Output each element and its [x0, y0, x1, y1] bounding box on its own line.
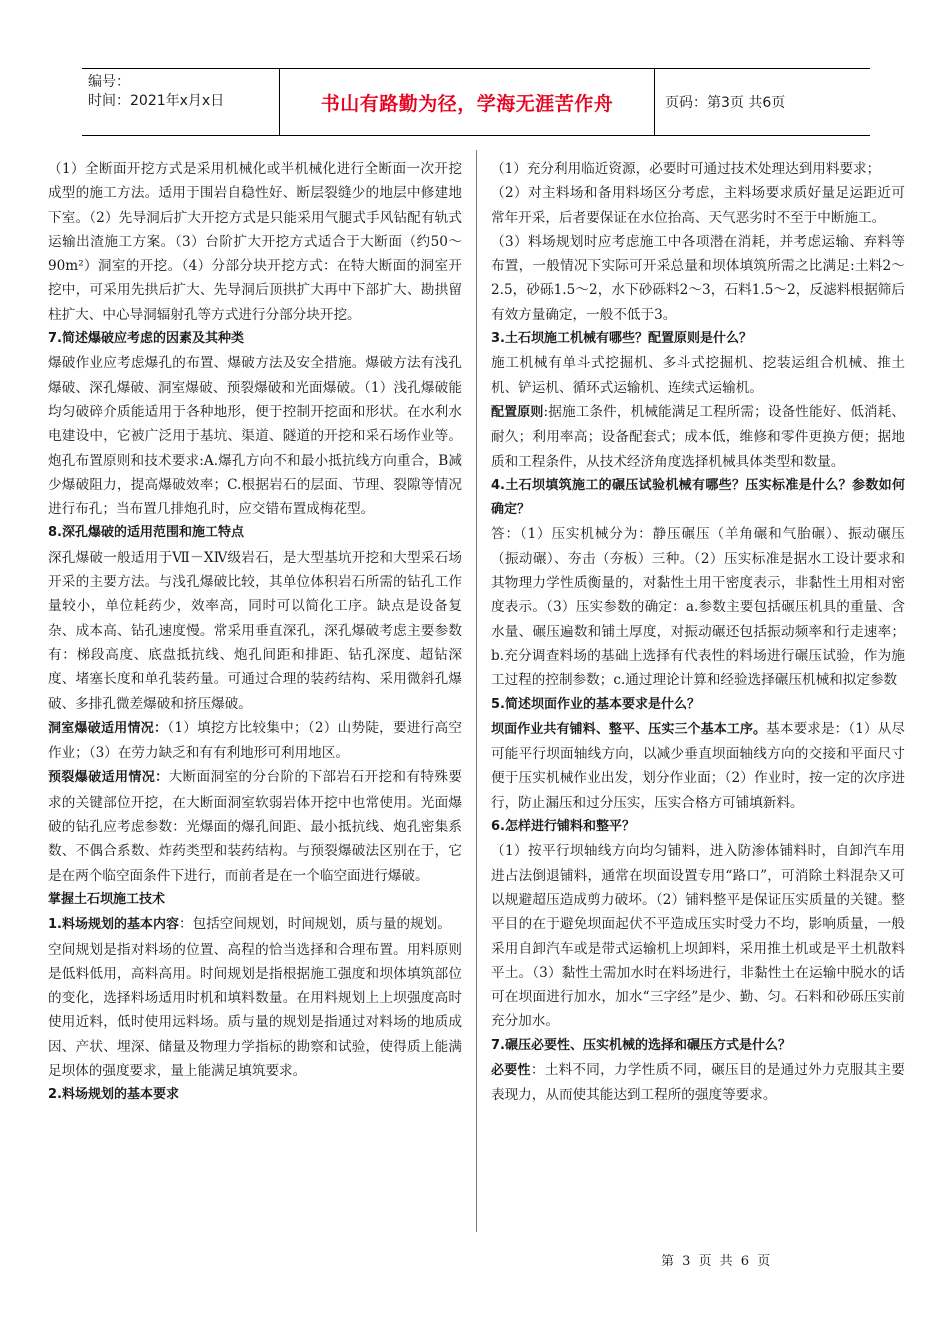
bold-lead: 1.料场规划的基本内容 — [48, 917, 179, 933]
paragraph-text: ：土料不同，力学性质不同，碾压目的是通过外力克服其主要表现力，从而使其能达到工程所的强度等要求。 — [491, 1061, 905, 1104]
section-heading: 4.土石坝填筑施工的碾压试验机械有哪些？压实标准是什么？参数如何确定？ — [491, 477, 905, 518]
paragraph-text: :据施工条件，机械能满足工程所需；设备性能好、低消耗、耐久；利用率高；设备配套式；成本低，维修和零件更换方便；据地质和工程条件，从技术经济角度选择机械具体类型和数量。 — [491, 403, 905, 470]
paragraph-text: （1）从尽可能平行坝面轴线方向，以减少垂直坝面轴线方向的交接和平面尺寸便于压实机械作业出发，划分作业面；（2）作业时，按一定的次序进行，防止漏压和过分压实，压实合格方可铺填新料。 — [491, 720, 905, 811]
paragraph: 空间规划是指对料场的位置、高程的恰当选择和合理布置。用料原则是低料低用，高料高用。时间规划是指根据施工强度和坝体填筑部位的变化，选择料场适用时机和填料数量。在用料规划上上坝强度高时使用近料，低时使用远料场。质与量的规划是指通过对料场的地质成因、产状、埋深、储量及物理力学指标的勘察和试验，使得质上能满足坝体的强度要求，量上能满足填筑要求。 — [48, 941, 462, 1079]
paragraph: （1）充分利用临近资源，必要时可通过技术处理达到用料要求； — [491, 161, 881, 177]
paragraph — [491, 1058, 905, 1108]
header-motto: 书山有路勤为径，学海无涯苦作舟 — [280, 69, 655, 135]
paragraph: 爆破作业应考虑爆孔的布置、爆破方法及安全措施。爆破方法有浅孔爆破、深孔爆破、洞室爆破、预裂爆破和光面爆破。（1）浅孔爆破能均匀破碎介质能适用于各种地形，便于控制开挖面和形状。在水利水电建设中，它被广泛用于基坑、渠道、隧道的开挖和采石场作业等。炮孔布置原则和技术要求:A.爆孔方向不和最小抵抗线方向重合，B减少爆破阻力，提高爆破效率；C.根据岩石的层面、节理、裂隙等情况进行布孔；当布置几排炮孔时，应交错布置成梅花型。 — [48, 355, 462, 518]
paragraph-text: 大断面洞室的分台阶的下部岩石开挖和有特殊要求的关键部位开挖，在大断面洞室软弱岩体开挖中也常使用。光面爆破的钻孔应考虑参数：光爆面的爆孔间距、最小抵抗线、炮孔密集系数、不偶合系数、炸药类型和装药结构。与预裂爆破法区别在于，它是在两个临空面条件下进行，而前者是在一个临空面进行爆破。 — [48, 769, 462, 884]
paragraph: （2）对主料场和备用料场区分考虑，主料场要求质好量足运距近可常年开采，后者要保证在水位抬高、天气恶劣时不至于中断施工。 — [491, 185, 905, 226]
page-footer: 第 3 页 共 6 页 — [661, 1254, 773, 1269]
header-page-info: 页码：第3页 共6页 — [665, 95, 786, 111]
paragraph-text: ：包括空间规划，时间规划，质与量的规划。 — [178, 916, 451, 933]
section-heading: 掌握土石坝施工技术 — [48, 891, 166, 907]
paragraph — [491, 400, 905, 474]
page-header — [82, 68, 870, 136]
section-heading: 2.料场规划的基本要求 — [48, 1087, 179, 1103]
paragraph — [491, 717, 905, 815]
right-column — [491, 157, 905, 1108]
paragraph-text: （1）填挖方比较集中；（2）山势陡，要进行高空作业；（3）在劳力缺乏和有有利地形可利用地区。 — [48, 719, 462, 762]
paragraph — [48, 912, 462, 937]
bold-lead: 洞室爆破适用情况： — [48, 720, 168, 736]
document-number-label: 编号： — [88, 74, 130, 90]
paragraph-text: 基本要求是： — [766, 720, 849, 737]
document-date: 时间：2021年x月x日 — [88, 93, 225, 109]
paragraph: （1）全断面开挖方式是采用机械化或半机械化进行全断面一次开挖成型的施工方法。适用于围岩自稳性好、断层裂缝少的地层中修建地下室。（2）先导洞后扩大开挖方式是只能采用气腿式手风钻配有轨式运输出渣施工方案。（3）台阶扩大开挖方式适合于大断面（约50～90m²）洞室的开挖。（4）分部分块开挖方式：在特大断面的洞室开挖中，可采用先拱后扩大、先导洞后顶拱扩大再中下部扩大、勘拱留柱扩大、中心导洞辐射孔等方式进行分部分块开挖。 — [48, 161, 462, 323]
bold-lead: 配置原则 — [491, 404, 544, 420]
section-heading: 5.简述坝面作业的基本要求是什么？ — [491, 696, 700, 712]
left-column — [48, 157, 462, 1108]
paragraph: 答：（1）压实机械分为：静压碾压（羊角碾和气胎碾）、振动碾压（振动碾）、夯击（夯板）三种。（2）压实标准是据水工设计要求和其物理力学性质衡量的，对黏性土用干密度表示，非黏性土用相对密度表示。（3）压实参数的确定：a.参数主要包括碾压机具的重量、含水量、碾压遍数和铺土厚度，对振动碾还包括振动频率和行走速率；b.充分调查料场的基础上选择有代表性的料场进行碾压试验，作为施工过程的控制参数；c.通过理论计算和经验选择碾压机械和拟定参数 — [491, 526, 905, 689]
paragraph: 施工机械有单斗式挖掘机、多斗式挖掘机、挖装运组合机械、推土机、铲运机、循环式运输机、连续式运输机。 — [491, 355, 905, 396]
paragraph: （1）按平行坝轴线方向均匀铺料，进入防渗体铺料时，自卸汽车用进占法倒退铺料，通常在坝面设置专用“路口”，可消除土料混杂又可以规避超压造成剪力破坏。（2）铺料整平是保证压实质量的关键。整平目的在于避免坝面起伏不平造成压实时受力不均，影响质量，一般采用自卸汽车或是带式运输机上坝卸料，采用推土机或是平土机散料平土。（3）黏性土需加水时在料场进行，非黏性土在运输中脱水的话可在坝面进行加水，加水“三字经”是少、勤、匀。石料和砂砾压实前充分加水。 — [491, 843, 905, 1030]
bold-lead: 坝面作业共有铺料、整平、压实三个基本工序。 — [491, 721, 767, 737]
bold-lead: 预裂爆破适用情况： — [48, 770, 169, 786]
header-meta — [82, 69, 280, 135]
section-heading: 8.深孔爆破的适用范围和施工特点 — [48, 525, 244, 541]
section-heading: 3.土石坝施工机械有哪些？配置原则是什么？ — [491, 331, 752, 347]
paragraph — [48, 716, 462, 766]
section-heading: 7.碾压必要性、压实机械的选择和碾压方式是什么？ — [491, 1037, 791, 1053]
paragraph: （3）料场规划时应考虑施工中各项潜在消耗，并考虑运输、弃料等布置，一般情况下实际可开采总量和坝体填筑所需之比满足:土料2～2.5，砂砾1.5～2，水下砂砾料2～3，石料1.5～2，反滤料根据筛后有效方量确定，一般不低于3。 — [491, 233, 905, 323]
paragraph: 深孔爆破一般适用于Ⅶ－ⅩⅣ级岩石，是大型基坑开挖和大型采石场开采的主要方法。与浅孔爆破比较，其单位体积岩石所需的钻孔工作量较小，单位耗药少，效率高，同时可以简化工序。缺点是设备复杂、成本高、钻孔速度慢。常采用垂直深孔，深孔爆破考虑主要参数有：梯段高度、底盘抵抗线、炮孔间距和排距、钻孔深度、超钻深度、堵塞长度和单孔装药量。可通过合理的装药结构、采用微斜孔爆破、多排孔微差爆破和挤压爆破。 — [48, 549, 462, 712]
section-heading: 7.简述爆破应考虑的因素及其种类 — [48, 331, 244, 347]
bold-lead: 必要性 — [491, 1062, 531, 1078]
section-heading: 6.怎样进行铺料和整平？ — [491, 819, 635, 835]
paragraph — [48, 765, 462, 887]
column-divider — [476, 150, 477, 1232]
